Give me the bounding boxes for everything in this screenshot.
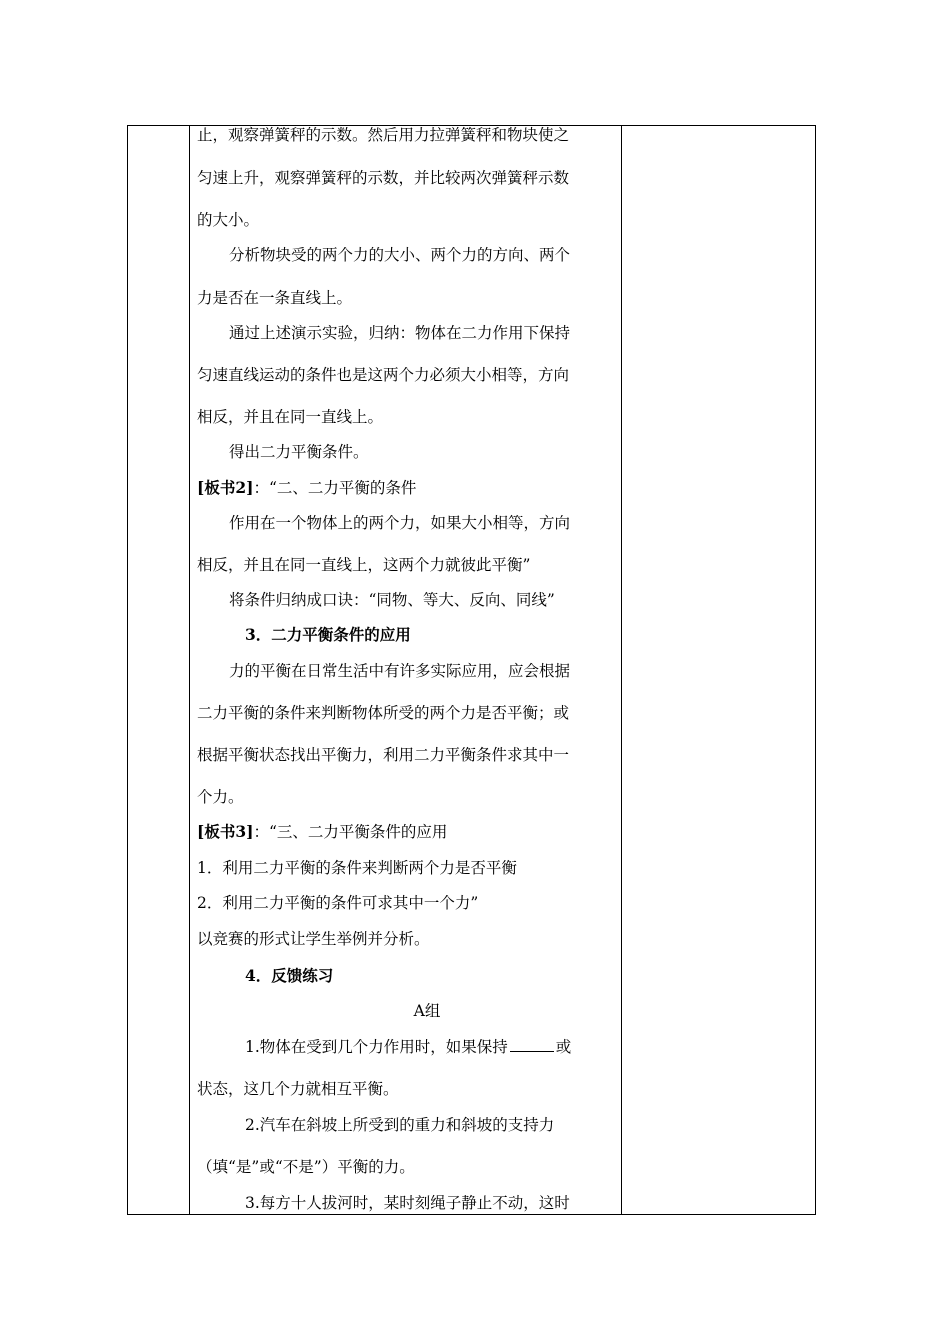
text-line: 分析物块受的两个力的大小、两个力的方向、两个: [229, 246, 571, 264]
text-line: 匀速直线运动的条件也是这两个力必须大小相等，方向: [197, 366, 570, 384]
text-line: （填“是”或“不是”）平衡的力。: [197, 1158, 415, 1176]
board-note-2: [197, 478, 416, 498]
section-heading: 3．二力平衡条件的应用: [245, 625, 411, 644]
question-2: 2.汽车在斜坡上所受到的重力和斜坡的支持力: [245, 1116, 555, 1134]
board-text: ：“三、二力平衡条件的应用: [253, 823, 448, 841]
text-line: 根据平衡状态找出平衡力，利用二力平衡条件求其中一: [197, 746, 570, 764]
text-line: 作用在一个物体上的两个力，如果大小相等，方向: [229, 514, 571, 532]
text-line: 匀速上升，观察弹簧秤的示数，并比较两次弹簧秤示数: [197, 169, 570, 187]
board-note-3: [197, 822, 447, 842]
text-line: 相反，并且在同一直线上。: [197, 408, 384, 426]
text-line: 1．利用二力平衡的条件来判断两个力是否平衡: [197, 859, 517, 877]
text-line: 个力。: [197, 788, 244, 806]
text-line: 将条件归纳成口诀：“同物、等大、反向、同线”: [229, 591, 555, 609]
text-line: 相反，并且在同一直线上，这两个力就彼此平衡”: [197, 556, 531, 574]
board-text: ：“二、二力平衡的条件: [253, 479, 417, 497]
column-divider-left: [189, 126, 190, 1214]
question-3: 3.每方十人拔河时，某时刻绳子静止不动，这时: [245, 1194, 570, 1212]
text-line: 以竞赛的形式让学生举例并分析。: [197, 930, 430, 948]
text-line: 的大小。: [197, 211, 260, 229]
text-line: 得出二力平衡条件。: [229, 443, 369, 461]
board-label: [板书2]: [197, 478, 254, 497]
text-line: 力是否在一条直线上。: [197, 289, 353, 307]
text-line: 止，观察弹簧秤的示数。然后用力拉弹簧秤和物块使之: [197, 126, 570, 144]
section-heading: 4．反馈练习: [245, 966, 334, 985]
question-1: [245, 1037, 571, 1057]
question-text: 或: [555, 1038, 572, 1056]
text-line: 二力平衡的条件来判断物体所受的两个力是否平衡；或: [197, 704, 570, 722]
text-line: 力的平衡在日常生活中有许多实际应用，应会根据: [229, 662, 571, 680]
answer-blank: [510, 1037, 554, 1052]
column-divider-right: [621, 126, 622, 1214]
text-line: 通过上述演示实验，归纳：物体在二力作用下保持: [229, 324, 571, 342]
board-label: [板书3]: [197, 822, 254, 841]
group-title: A组: [413, 1002, 441, 1020]
question-text: 1.物体在受到几个力作用时，如果保持: [245, 1038, 508, 1056]
text-line: 状态，这几个力就相互平衡。: [197, 1080, 399, 1098]
text-line: 2．利用二力平衡的条件可求其中一个力”: [197, 894, 479, 912]
